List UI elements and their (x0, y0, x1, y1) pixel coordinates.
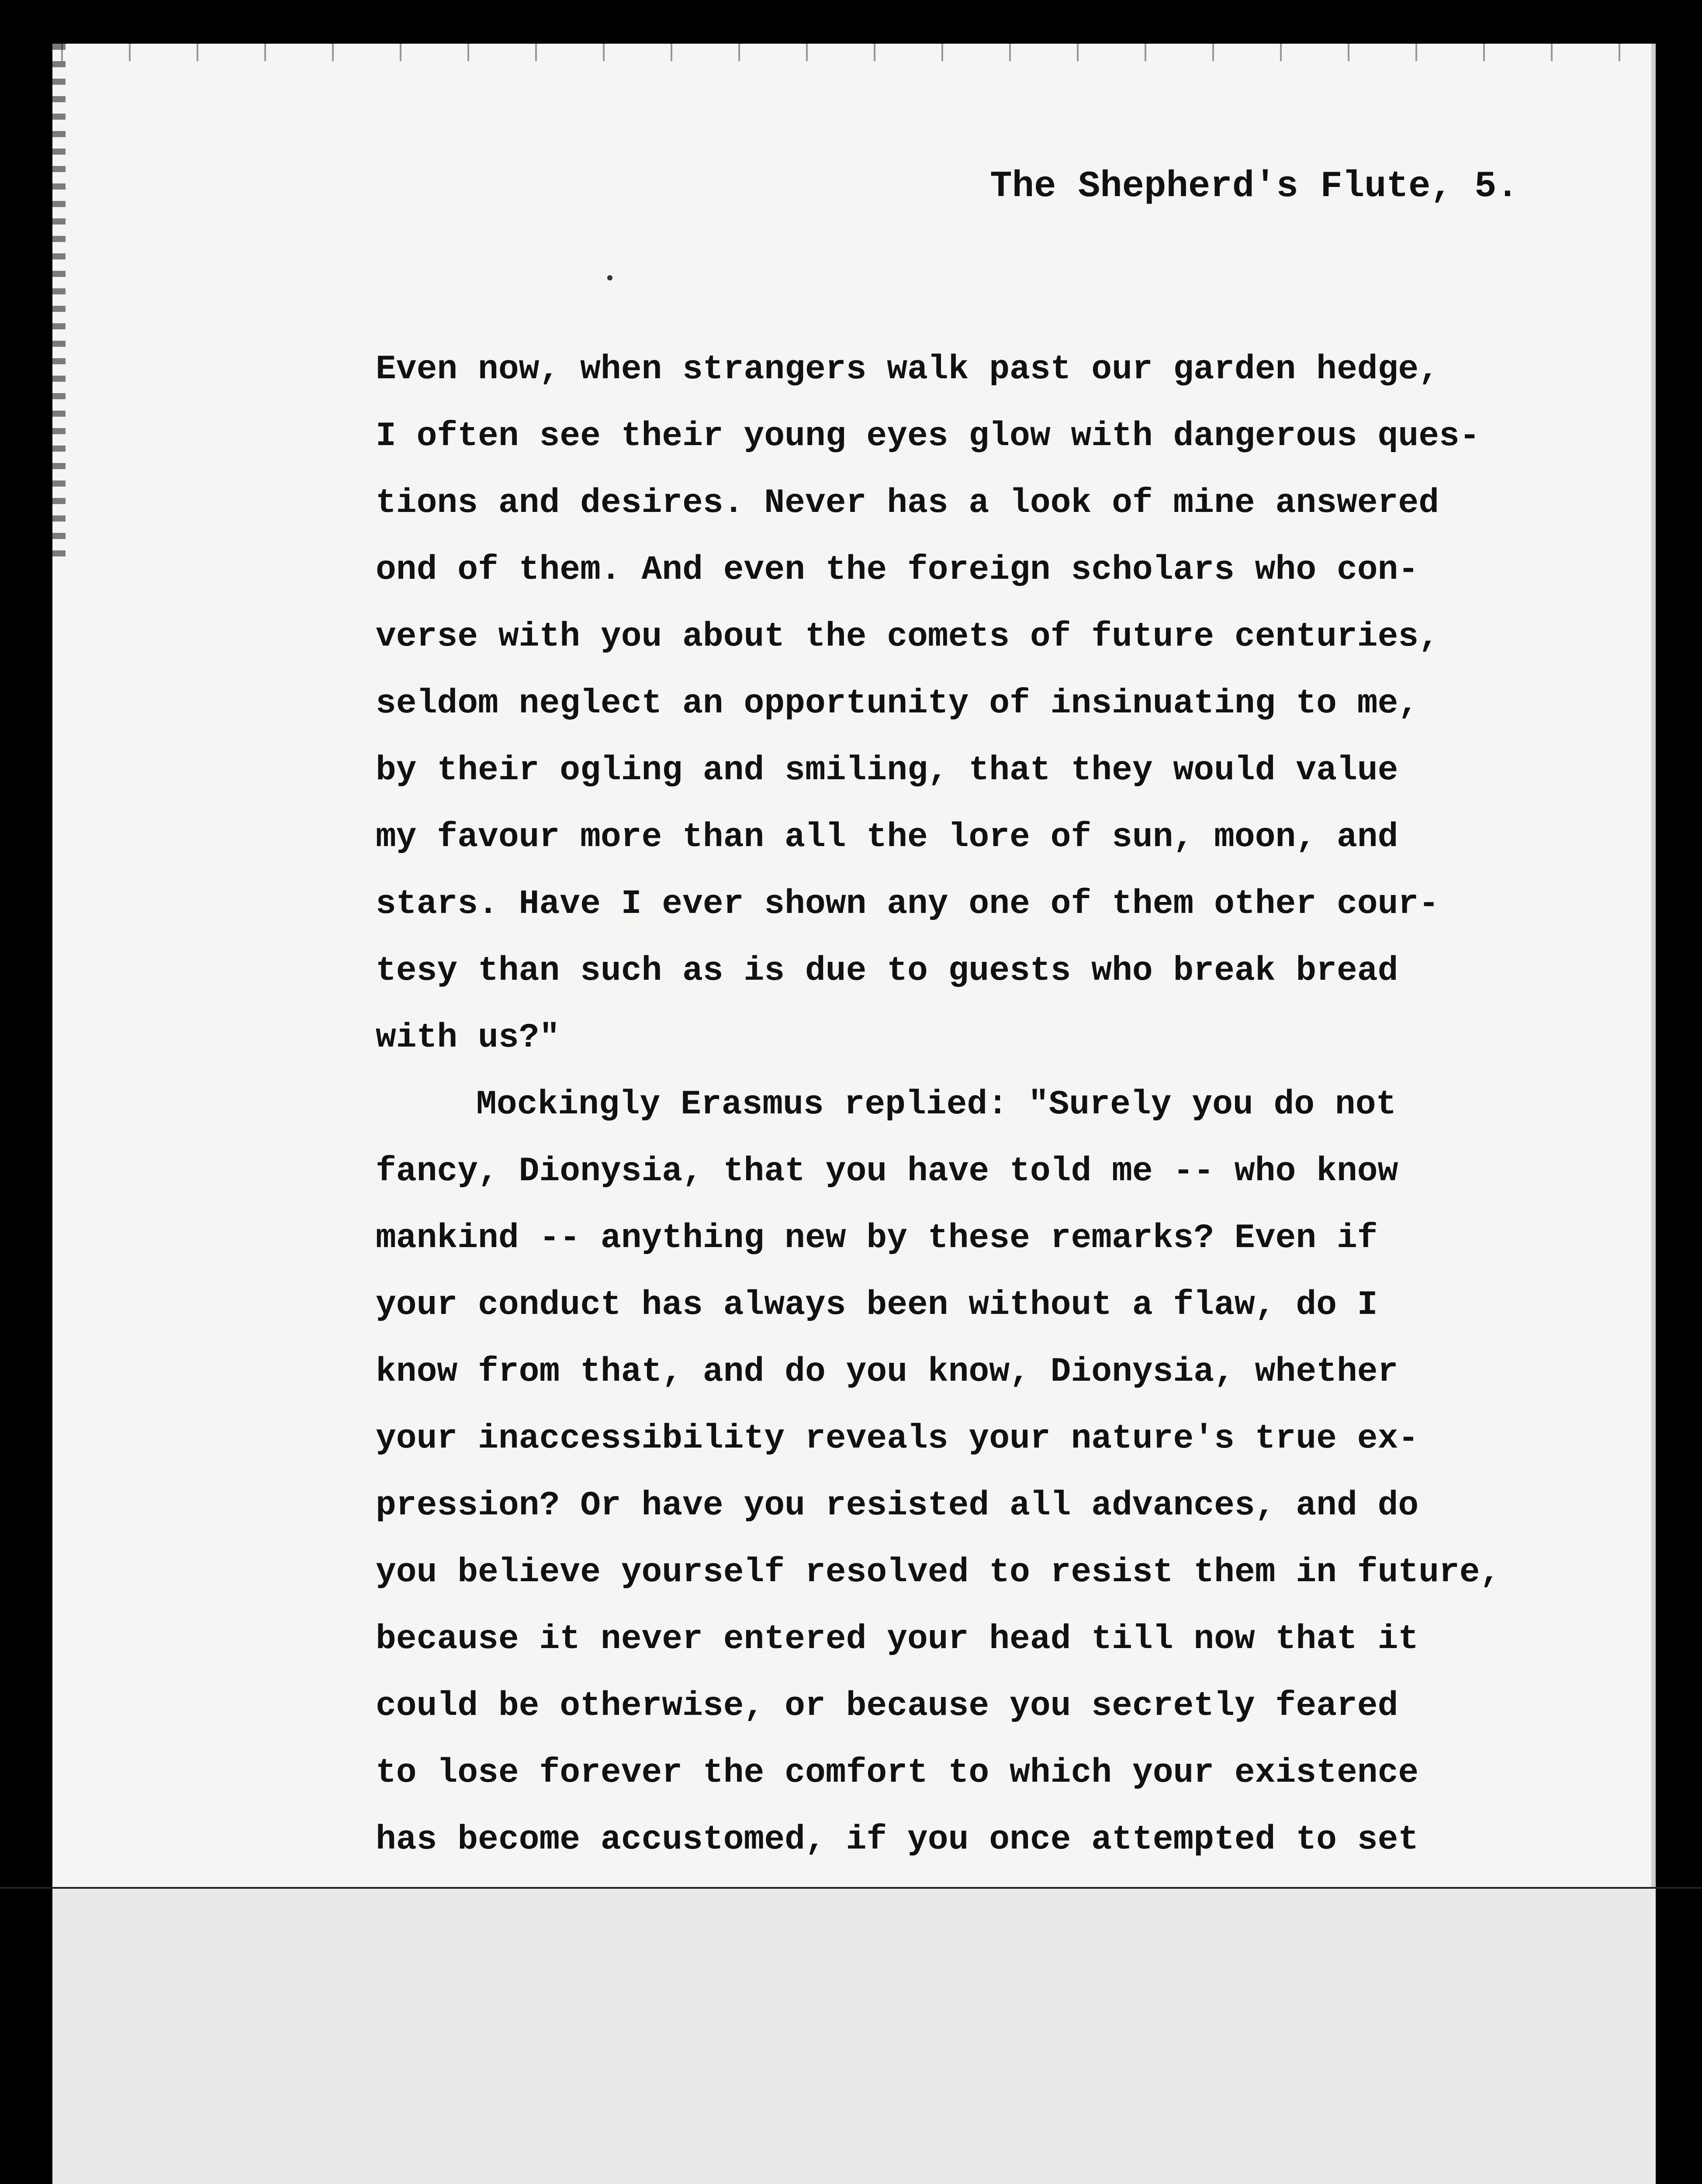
text-line: your inaccessibility reveals your nature's true ex- (376, 1420, 1419, 1458)
text-line: could be otherwise, or because you secretly feared (376, 1687, 1398, 1725)
text-line: Even now, when strangers walk past our garden hedge, (376, 350, 1439, 389)
right-edge-shadow (1651, 44, 1656, 2184)
page-header-title: The Shepherd's Flute, 5. (990, 166, 1519, 207)
text-line: ond of them. And even the foreign scholars who con- (376, 551, 1419, 589)
lower-fold-band (52, 1889, 1656, 2184)
fold-line (0, 1887, 1702, 1889)
text-line: tesy than such as is due to guests who break bread (376, 952, 1398, 990)
text-line: has become accustomed, if you once attempted to set (376, 1821, 1419, 1859)
text-line: stars. Have I ever shown any one of them other cour- (376, 885, 1439, 923)
text-line: verse with you about the comets of future centuries, (376, 618, 1439, 656)
text-line: mankind -- anything new by these remarks? Even if (376, 1219, 1378, 1258)
text-line: know from that, and do you know, Dionysia, whether (376, 1353, 1398, 1391)
text-line: I often see their young eyes glow with dangerous ques- (376, 417, 1480, 456)
text-line: Mockingly Erasmus replied: "Surely you do not (476, 1085, 1397, 1124)
text-line: your conduct has always been without a flaw, do I (376, 1286, 1378, 1324)
text-line: pression? Or have you resisted all advances, and do (376, 1486, 1419, 1525)
top-edge-marks (61, 44, 1651, 61)
text-line: tions and desires. Never has a look of mine answered (376, 484, 1439, 522)
text-line: you believe yourself resolved to resist them in future, (376, 1553, 1501, 1592)
text-line: by their ogling and smiling, that they would value (376, 751, 1398, 790)
text-line: because it never entered your head till now that it (376, 1620, 1419, 1659)
typed-body-text (376, 336, 1546, 1873)
text-line: my favour more than all the lore of sun, moon, and (376, 818, 1398, 857)
text-line: seldom neglect an opportunity of insinuating to me, (376, 684, 1419, 723)
text-line: with us?" (376, 1019, 560, 1057)
text-line: fancy, Dionysia, that you have told me -- who know (376, 1152, 1398, 1191)
ink-dot (607, 275, 612, 280)
text-line: to lose forever the comfort to which your existence (376, 1754, 1419, 1792)
torn-edge (52, 44, 66, 568)
